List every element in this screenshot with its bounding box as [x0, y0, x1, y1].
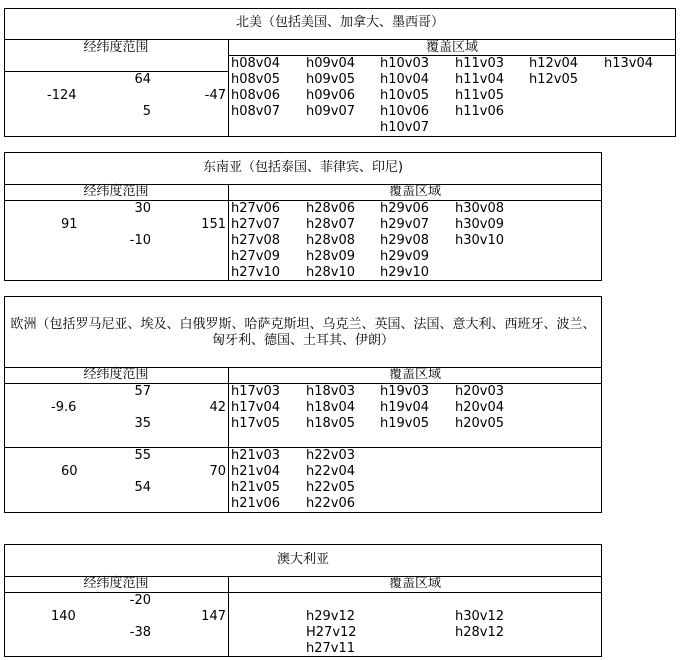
- lat-min: -10: [129, 233, 151, 248]
- tile-cell: h20v03: [455, 384, 505, 399]
- tile-cell: H27v12: [306, 625, 357, 640]
- tile-cell: h21v05: [231, 480, 281, 495]
- tile-cell: h27v10: [231, 265, 281, 280]
- tile-cell: h12v05: [529, 72, 579, 87]
- tile-cell: h18v04: [306, 400, 356, 415]
- lon-max: 151: [201, 217, 226, 232]
- tile-cell: h19v03: [380, 384, 430, 399]
- divider: [4, 200, 602, 201]
- tile-cell: h10v05: [380, 88, 430, 103]
- tile-cell: h17v04: [231, 400, 281, 415]
- tile-cell: h28v12: [455, 625, 505, 640]
- tile-cell: h28v10: [306, 265, 356, 280]
- lat-max: 57: [134, 384, 151, 399]
- tile-cell: h22v05: [306, 480, 356, 495]
- tile-cell: h28v08: [306, 233, 356, 248]
- tile-cell: h21v06: [231, 496, 281, 511]
- tile-cell: h29v10: [380, 265, 430, 280]
- europe-title-line2: 匈牙利、德国、土耳其、伊朗）: [211, 333, 394, 348]
- lon-max: -47: [204, 88, 226, 103]
- tile-cell: h18v03: [306, 384, 356, 399]
- tile-cell: h08v06: [231, 88, 281, 103]
- lat-min: 5: [142, 104, 151, 119]
- lon-max: 42: [209, 400, 226, 415]
- tile-cell: h21v03: [231, 448, 281, 463]
- tile-cell: h11v04: [455, 72, 505, 87]
- lat-max: 64: [134, 72, 151, 87]
- tile-cell: h13v04: [604, 56, 654, 71]
- tile-cell: h11v03: [455, 56, 505, 71]
- tile-cell: h17v03: [231, 384, 281, 399]
- coverage-header: 覆盖区域: [388, 576, 441, 591]
- lon-min: -9.6: [51, 400, 77, 415]
- column-divider: [228, 184, 229, 281]
- tile-cell: h27v11: [306, 641, 356, 656]
- tile-cell: h22v03: [306, 448, 356, 463]
- coord-range-header: 经纬度范围: [83, 367, 149, 382]
- tile-cell: h08v07: [231, 104, 281, 119]
- lat-min: -38: [129, 625, 151, 640]
- tile-cell: h29v07: [380, 217, 430, 232]
- tile-cell: h30v12: [455, 609, 505, 624]
- lon-min: 140: [51, 609, 76, 624]
- tile-cell: h18v05: [306, 416, 356, 431]
- tile-cell: h10v03: [380, 56, 430, 71]
- tile-cell: h28v06: [306, 201, 356, 216]
- tile-cell: h09v04: [306, 56, 356, 71]
- divider: [4, 592, 602, 593]
- tile-cell: h22v06: [306, 496, 356, 511]
- tile-cell: h29v12: [306, 609, 356, 624]
- column-divider: [228, 576, 229, 657]
- divider: [4, 383, 602, 384]
- tile-cell: h19v05: [380, 416, 430, 431]
- tile-cell: h19v04: [380, 400, 430, 415]
- coord-range-header: 经纬度范围: [83, 40, 149, 55]
- lon-max: 147: [201, 609, 226, 624]
- coverage-header: 覆盖区域: [388, 367, 441, 382]
- lon-max: 70: [209, 464, 226, 479]
- tile-cell: h29v08: [380, 233, 430, 248]
- tile-cell: h30v08: [455, 201, 505, 216]
- tile-cell: h12v04: [529, 56, 579, 71]
- tile-cell: h09v06: [306, 88, 356, 103]
- tile-cell: h20v05: [455, 416, 505, 431]
- tile-cell: h27v06: [231, 201, 281, 216]
- tile-cell: h10v07: [380, 120, 430, 135]
- tile-cell: h17v05: [231, 416, 281, 431]
- tile-cell: h09v05: [306, 72, 356, 87]
- lat-max: 30: [134, 201, 151, 216]
- coverage-header: 覆盖区域: [425, 40, 478, 55]
- coord-range-header: 经纬度范围: [83, 576, 149, 591]
- tile-cell: h30v10: [455, 233, 505, 248]
- tile-cell: h28v07: [306, 217, 356, 232]
- tile-cell: h30v09: [455, 217, 505, 232]
- divider: [4, 447, 602, 448]
- tile-cell: h08v05: [231, 72, 281, 87]
- tile-cell: h11v05: [455, 88, 505, 103]
- coord-range-header: 经纬度范围: [83, 184, 149, 199]
- tile-cell: h10v06: [380, 104, 430, 119]
- lat-max: 55: [134, 448, 151, 463]
- lat-max: -20: [129, 593, 151, 608]
- column-divider: [228, 39, 229, 137]
- tile-cell: h29v09: [380, 249, 430, 264]
- tile-cell: h28v09: [306, 249, 356, 264]
- tile-cell: h11v06: [455, 104, 505, 119]
- column-divider: [228, 367, 229, 513]
- north-america-title: 北美（包括美国、加拿大、墨西哥）: [235, 15, 444, 30]
- lon-min: 60: [61, 464, 78, 479]
- tile-cell: h20v04: [455, 400, 505, 415]
- tile-cell: h27v07: [231, 217, 281, 232]
- lon-min: -124: [47, 88, 77, 103]
- tile-cell: h29v06: [380, 201, 430, 216]
- tile-cell: h27v08: [231, 233, 281, 248]
- australia-title: 澳大利亚: [276, 552, 329, 567]
- tile-cell: h09v07: [306, 104, 356, 119]
- tile-cell: h21v04: [231, 464, 281, 479]
- tile-cell: h10v04: [380, 72, 430, 87]
- lat-min: 35: [134, 416, 151, 431]
- coverage-header: 覆盖区域: [388, 184, 441, 199]
- tile-cell: h22v04: [306, 464, 356, 479]
- southeast-asia-title: 东南亚（包括泰国、菲律宾、印尼): [202, 160, 404, 175]
- lon-min: 91: [61, 217, 78, 232]
- europe-title-line1: 欧洲（包括罗马尼亚、埃及、白俄罗斯、哈萨克斯坦、乌克兰、英国、法国、意大利、西班牙、波兰、: [10, 317, 596, 332]
- tile-cell: h27v09: [231, 249, 281, 264]
- tile-cell: h08v04: [231, 56, 281, 71]
- lat-min: 54: [134, 480, 151, 495]
